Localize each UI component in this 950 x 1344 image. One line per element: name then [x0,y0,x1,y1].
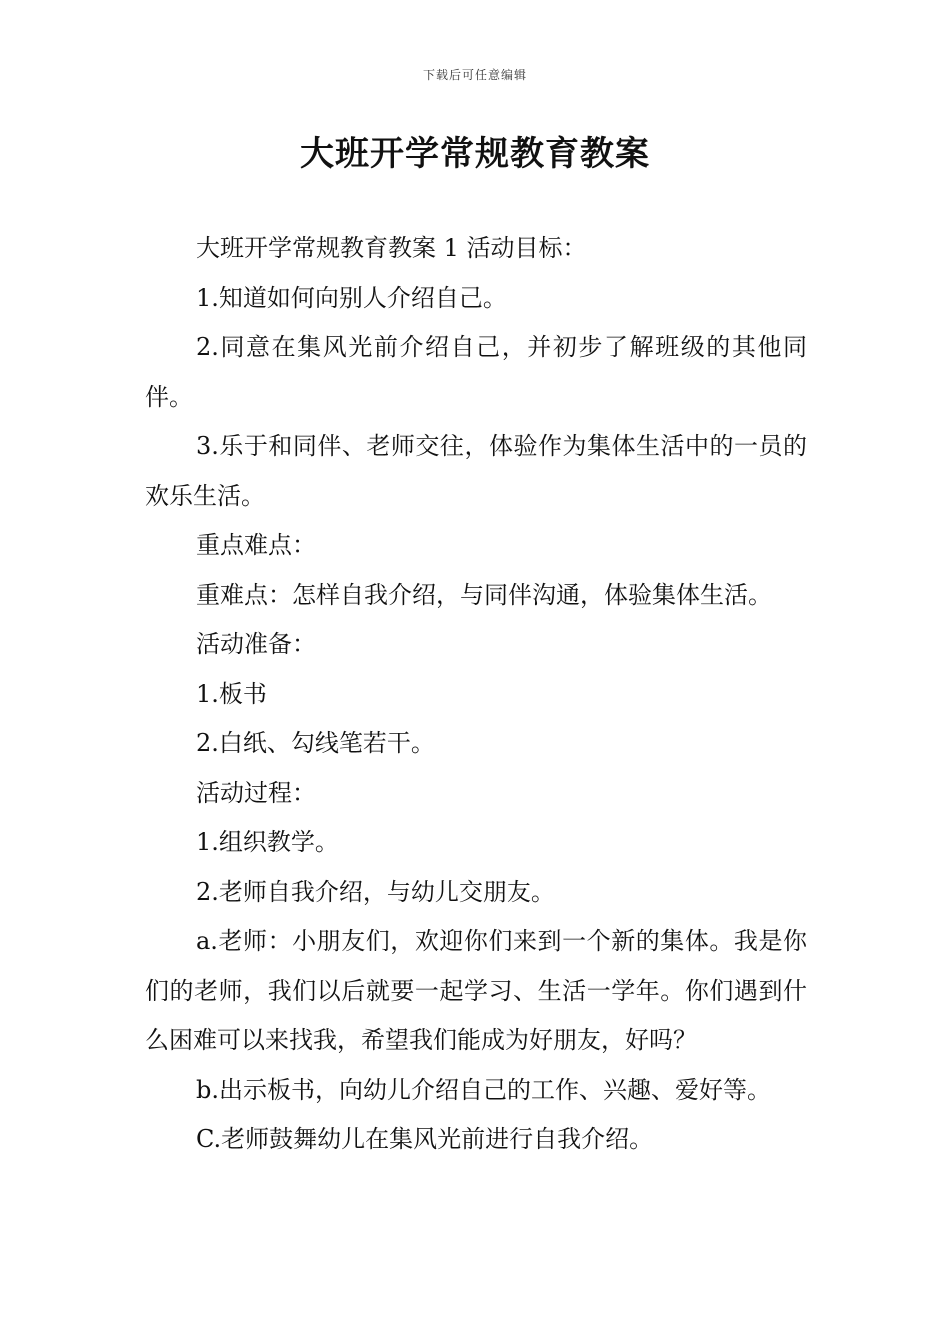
paragraph-intro-objectives: 大班开学常规教育教案 1 活动目标： [196,234,587,262]
section-heading-preparation: 活动准备： [196,630,316,658]
section-heading-key-points: 重点难点： [196,531,316,559]
document-body [145,224,807,1165]
document-title: 大班开学常规教育教案 [300,134,650,174]
paragraph-key-points: 重难点：怎样自我介绍，与同伴沟通，体验集体生活。 [196,580,772,609]
paragraph-preparation-2: 2.白纸、勾线笔若干。 [196,729,435,757]
header-note: 下载后可任意编辑 [422,68,527,82]
paragraph-process-1: 1.组织教学。 [196,828,339,856]
paragraph-process-2a: a.老师：小朋友们，欢迎你们来到一个新的集体。我是你们的老师，我们以后就要一起学习、生活一学年。你们遇到什么困难可以来找我，希望我们能成为好朋友，好吗？ [145,927,807,1054]
paragraph-objective-3: 3.乐于和同伴、老师交往，体验作为集体生活中的一员的欢乐生活。 [145,432,807,510]
paragraph-process-2: 2.老师自我介绍，与幼儿交朋友。 [196,877,555,906]
section-heading-process: 活动过程： [196,778,316,807]
paragraph-objective-2: 2.同意在集风光前介绍自己，并初步了解班级的其他同伴。 [145,333,807,411]
paragraph-process-2c: C.老师鼓舞幼儿在集风光前进行自我介绍。 [196,1125,654,1153]
paragraph-objective-1: 1.知道如何向别人介绍自己。 [196,283,507,312]
paragraph-preparation-1: 1.板书 [196,679,267,708]
paragraph-process-2b: b.出示板书，向幼儿介绍自己的工作、兴趣、爱好等。 [196,1075,771,1104]
